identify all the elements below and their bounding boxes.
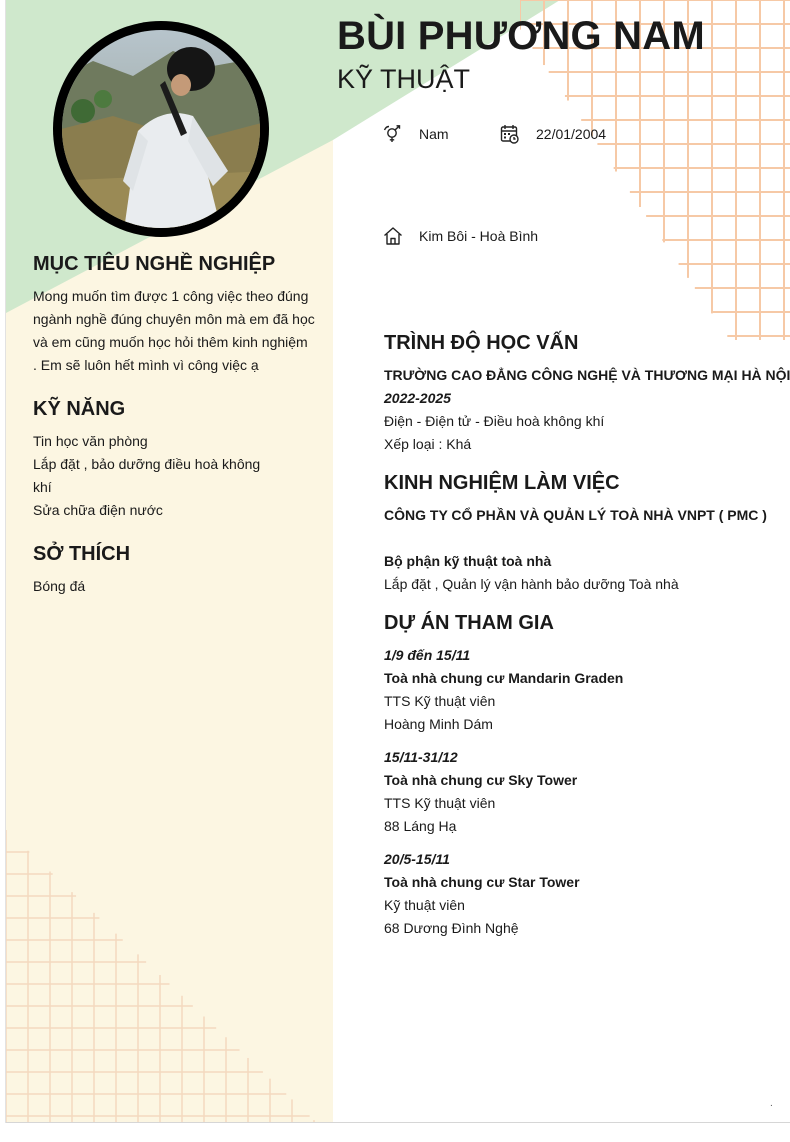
objective-line: và em cũng muốn học hỏi thêm kinh nghiệm xyxy=(33,334,308,350)
hobbies-title: SỞ THÍCH xyxy=(33,543,131,565)
birthday-value: 22/01/2004 xyxy=(536,126,607,142)
project-position: TTS Kỹ thuật viên xyxy=(384,693,496,709)
objective-line: ngành nghề đúng chuyên môn mà em đã học xyxy=(33,311,315,327)
experience-title: KINH NGHIỆM LÀM VIỆC xyxy=(384,472,620,494)
grid-decoration-bottom-left xyxy=(6,830,336,1122)
gender-info xyxy=(383,124,449,144)
project-location: 68 Dương Đình Nghệ xyxy=(384,920,519,936)
page-bottom-border xyxy=(6,1122,790,1123)
birthday-info xyxy=(500,124,606,144)
gender-icon xyxy=(383,124,403,144)
experience-company: CÔNG TY CỔ PHẦN VÀ QUẢN LÝ TOÀ NHÀ VNPT ( PMC ) xyxy=(384,507,767,523)
candidate-role: KỸ THUẬT xyxy=(337,64,471,94)
project-period: 15/11-31/12 xyxy=(384,749,458,765)
address-info xyxy=(383,226,538,246)
experience-description: Lắp đặt , Quản lý vận hành bảo dưỡng Toà nhà xyxy=(384,576,679,592)
objective-line: Mong muốn tìm được 1 công việc theo đúng xyxy=(33,288,309,304)
hobby-item: Bóng đá xyxy=(33,578,86,594)
projects-title: DỰ ÁN THAM GIA xyxy=(384,612,554,634)
candidate-name: BÙI PHƯƠNG NAM xyxy=(337,14,705,58)
project-name: Toà nhà chung cư Mandarin Graden xyxy=(384,670,624,686)
education-school: TRƯỜNG CAO ĐẲNG CÔNG NGHỆ VÀ THƯƠNG MẠI HÀ NỘI xyxy=(384,367,790,383)
profile-photo xyxy=(53,21,269,237)
project-location: 88 Láng Hạ xyxy=(384,818,457,834)
home-icon xyxy=(383,226,403,246)
project-period: 1/9 đến 15/11 xyxy=(384,647,471,663)
objective-line: . Em sẽ luôn hết mình vì công việc ạ xyxy=(33,357,259,373)
skill-item: Tin học văn phòng xyxy=(33,433,148,449)
experience-department: Bộ phận kỹ thuật toà nhà xyxy=(384,553,552,569)
education-major: Điện - Điện tử - Điều hoà không khí xyxy=(384,413,605,429)
skill-item: khí xyxy=(33,479,52,495)
project-position: Kỹ thuật viên xyxy=(384,897,465,913)
objective-title: MỤC TIÊU NGHỀ NGHIỆP xyxy=(33,253,276,275)
project-name: Toà nhà chung cư Sky Tower xyxy=(384,772,578,788)
skills-title: KỸ NĂNG xyxy=(33,398,126,420)
education-title: TRÌNH ĐỘ HỌC VẤN xyxy=(384,332,579,354)
skill-item: Sửa chữa điện nước xyxy=(33,502,163,518)
project-period: 20/5-15/11 xyxy=(384,851,450,867)
footer-dot: . xyxy=(770,1098,773,1109)
skill-item: Lắp đặt , bảo dưỡng điều hoà không xyxy=(33,456,261,472)
project-position: TTS Kỹ thuật viên xyxy=(384,795,496,811)
education-grade: Xếp loại : Khá xyxy=(384,436,472,452)
calendar-icon xyxy=(500,124,520,144)
gender-value: Nam xyxy=(419,126,449,142)
education-period: 2022-2025 xyxy=(384,390,451,406)
project-name: Toà nhà chung cư Star Tower xyxy=(384,874,580,890)
project-location: Hoàng Minh Dám xyxy=(384,716,493,732)
address-value: Kim Bôi - Hoà Bình xyxy=(419,228,539,244)
page-left-border xyxy=(5,0,6,1123)
